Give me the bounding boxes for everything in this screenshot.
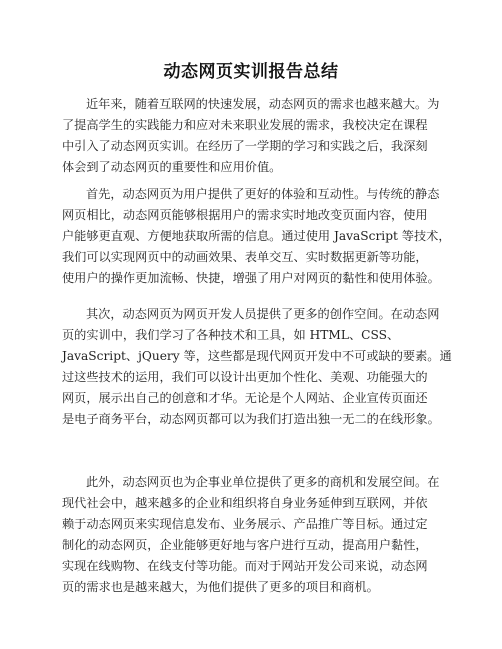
paragraph-2 <box>62 184 451 289</box>
paragraph-line: 体会到了动态网页的重要性和应用价值。 <box>62 160 282 174</box>
paragraph-line: 页的实训中，我们学习了各种技术和工具，如 HTML、CSS、 <box>62 328 400 342</box>
paragraph-line: 首先，动态网页为用户提供了更好的体验和互动性。与传统的静态 <box>86 187 440 201</box>
paragraph-line: 中引入了动态网页实训。在经历了一学期的学习和实践之后，我深刻 <box>62 139 428 153</box>
paragraph-line: 了提高学生的实践能力和应对未来职业发展的需求，我校决定在课程 <box>62 118 428 132</box>
paragraph-line: 过这些技术的运用，我们可以设计出更加个性化、美观、功能强大的 <box>62 370 428 384</box>
paragraph-line: 网页，展示出自己的创意和才华。无论是个人网站、企业宣传页面还 <box>62 391 428 405</box>
paragraph-line: 页的需求也是越来越大，为他们提供了更多的项目和商机。 <box>62 580 379 594</box>
paragraph-line: 制化的动态网页，企业能够更好地与客户进行互动，提高用户黏性， <box>62 538 428 552</box>
paragraph-line: 实现在线购物、在线支付等功能。而对于网站开发公司来说，动态网 <box>62 559 428 573</box>
paragraph-4 <box>62 472 442 598</box>
paragraph-line: 现代社会中，越来越多的企业和组织将自身业务延伸到互联网，并依 <box>62 496 428 510</box>
paragraph-line: 近年来，随着互联网的快速发展，动态网页的需求也越来越大。为 <box>86 97 440 111</box>
paragraph-line: 我们可以实现网页中的动画效果、表单交互、实时数据更新等功能， <box>62 250 428 264</box>
paragraph-3 <box>62 304 452 430</box>
paragraph-line: JavaScript、jQuery 等，这些都是现代网页开发中不可或缺的要素。通 <box>62 349 452 363</box>
document-title: 动态网页实训报告总结 <box>163 62 339 82</box>
paragraph-line: 此外，动态网页也为企事业单位提供了更多的商机和发展空间。在 <box>86 475 440 489</box>
paragraph-line: 网页相比，动态网页能够根据用户的需求实时地改变页面内容，使用 <box>62 208 428 222</box>
paragraph-line: 赖于动态网页来实现信息发布、业务展示、产品推广等目标。通过定 <box>62 517 428 531</box>
paragraph-1 <box>62 94 442 178</box>
paragraph-line: 使用户的操作更加流畅、快捷，增强了用户对网页的黏性和使用体验。 <box>62 271 440 285</box>
paragraph-line: 其次，动态网页为网页开发人员提供了更多的创作空间。在动态网 <box>86 307 440 321</box>
paragraph-line: 户能够更直观、方便地获取所需的信息。通过使用 JavaScript 等技术， <box>62 229 451 243</box>
paragraph-line: 是电子商务平台，动态网页都可以为我们打造出独一无二的在线形象。 <box>62 412 440 426</box>
